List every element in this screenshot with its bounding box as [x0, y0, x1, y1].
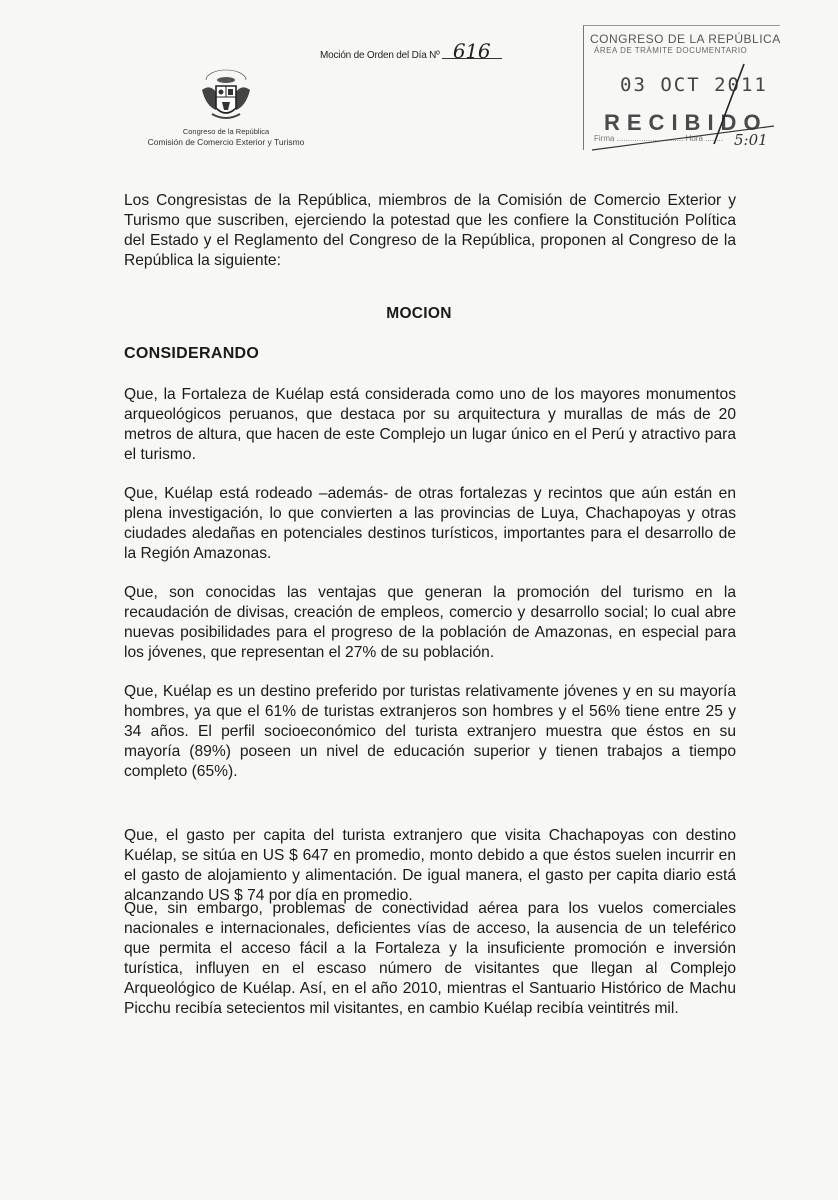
paragraph	[124, 899, 736, 1019]
stamp-hora-label: Hora	[685, 134, 703, 143]
paragraph-text: Que, el gasto per capita del turista extranjero que visita Chachapoyas con destino Kuélap, se sitúa en US $ 647 en promedio, monto debido a que éstos suelen incurrir en el gasto de alojamiento y alimentación. De igual manera, el gasto per capita diario está alcanzando US $ 74 por día en promedio.	[124, 827, 736, 904]
paragraph	[124, 484, 736, 564]
paragraph-text: Que, son conocidas las ventajas que generan la promoción del turismo en la recaudación de divisas, creación de empleos, comercio y desarrollo social; lo cual abre nuevas posibilidades para el progreso de la población de Amazonas, en especial para los jóvenes, que representan el 27% de su población.	[124, 584, 736, 661]
stamp-hora-value: 5:01	[734, 131, 768, 149]
stamp-institution: CONGRESO DE LA REPÚBLICA	[590, 32, 781, 46]
stamp-department: ÁREA DE TRÁMITE DOCUMENTARIO	[594, 46, 748, 55]
national-emblem	[196, 66, 256, 126]
committee-name: Comisión de Comercio Exterior y Turismo	[147, 137, 305, 147]
stamp-date: 03 OCT 2011	[620, 74, 768, 96]
coat-of-arms-icon	[196, 66, 256, 126]
stamp-status: RECIBIDO	[604, 110, 768, 135]
paragraph-text: Que, Kuélap es un destino preferido por turistas relativamente jóvenes y en su mayoría hombres, ya que el 61% de turistas extranjeros son hombres y el 56% tiene entre 25 y 34 años. El perfil socioeconómico del turista extranjero muestra que éstos en su mayoría (89%) poseen un nivel de educación superior y tienen trabajos a tiempo completo (65%).	[124, 683, 736, 780]
paragraph-text: Que, la Fortaleza de Kuélap está considerada como uno de los mayores monumentos arqueológicos peruanos, que destaca por su arquitectura y murallas de más de 20 metros de altura, que hacen de este Complejo un lugar único en el Perú y atractivo para el turismo.	[124, 386, 736, 463]
stamp-firma-label: Firma	[594, 134, 615, 143]
stamp-signature-line: Firma .............................. Hora ........	[594, 134, 723, 143]
paragraph-text: Que, sin embargo, problemas de conectividad aérea para los vuelos comerciales nacionales e internacionales, deficientes vías de acceso, la ausencia de un teleférico que permita el acceso fácil a la Fortaleza y la insuficiente promoción e inversión turística, influyen en el escaso número de visitantes que llegan al Complejo Arqueológico de Kuélap. Así, en el año 2010, mientras el Santuario Histórico de Machu Picchu recibía setecientos mil visitantes, en cambio Kuélap recibía veintitrés mil.	[124, 900, 736, 1017]
motion-label: Moción de Orden del Día Nº	[320, 50, 440, 61]
paragraph	[124, 826, 736, 906]
motion-number: 616	[442, 44, 502, 59]
paragraph	[124, 583, 736, 663]
document-title: MOCION	[386, 305, 452, 322]
paragraph-text: Que, Kuélap está rodeado –además- de otras fortalezas y recintos que aún están en plena investigación, lo que convierten a las provincias de Luya, Chachapoyas y otras ciudades aledañas en potenciales destinos turísticos, importantes para el desarrollo de la Región Amazonas.	[124, 485, 736, 562]
intro-paragraph	[124, 191, 736, 271]
congress-line1: Congreso de la República	[182, 127, 270, 136]
received-stamp	[583, 25, 780, 150]
section-heading: CONSIDERANDO	[124, 345, 260, 362]
congress-name	[130, 127, 322, 147]
paragraph	[124, 682, 736, 782]
intro-text: Los Congresistas de la República, miembros de la Comisión de Comercio Exterior y Turismo que suscriben, ejerciendo la potestad que les confiere la Constitución Política del Estado y el Reglamento del Congreso de la República, proponen al Congreso de la República la siguiente:	[124, 192, 736, 269]
paragraph	[124, 385, 736, 465]
motion-number-line	[320, 39, 502, 63]
